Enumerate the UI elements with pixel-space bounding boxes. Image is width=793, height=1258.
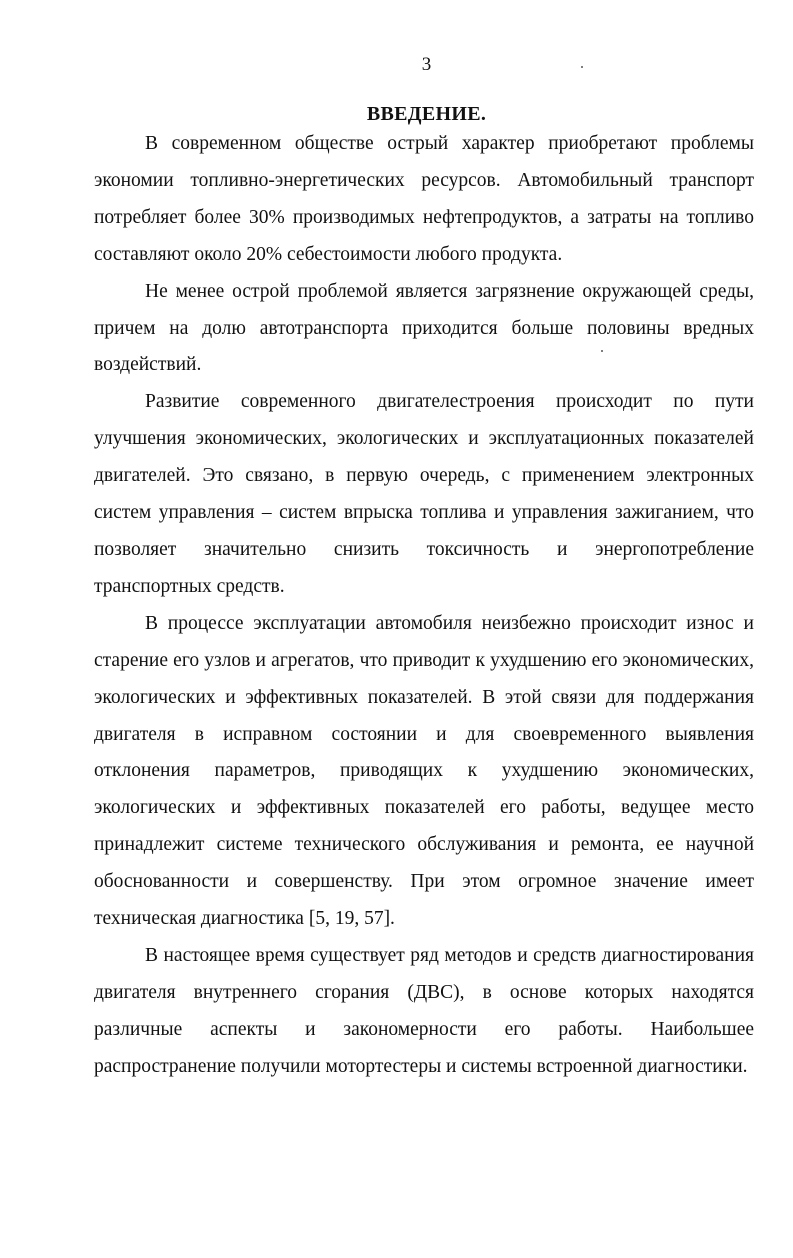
section-heading: ВВЕДЕНИЕ. <box>366 103 487 125</box>
page-number: 3 <box>421 54 432 75</box>
body-text <box>94 126 754 1086</box>
paragraph: В современном обществе острый характер приобретают проблемы экономии топливно-энергетических ресурсов. Автомобильный транспорт потребляет более 30% производимых нефтепродуктов, а затраты на топливо составляют около 20% себестоимости любого продукта. <box>94 133 754 265</box>
scan-speck <box>601 350 603 352</box>
paragraph: В настоящее время существует ряд методов и средств диагностирования двигателя внутреннего сгорания (ДВС), в основе которых находятся различные аспекты и закономерности его работы. Наибольшее распространение получили мотортестеры и системы встроенной диагностики. <box>94 944 754 1077</box>
scan-speck <box>581 66 583 68</box>
paragraph: В процессе эксплуатации автомобиля неизбежно происходит износ и старение его узлов и агрегатов, что приводит к ухудшению его экономических, экологических и эффективных показателей. В этой связи для поддержания двигателя в исправном состоянии и для своевременного выявления отклонения параметров, приводящих к ухудшению экономических, экологических и эффективных показателей его работы, ведущее место принадлежит системе технического обслуживания и ремонта, ее научной обоснованности и совершенству. При этом огромное значение имеет техническая диагностика [5, 19, 57]. <box>94 612 754 930</box>
paragraph: Не менее острой проблемой является загрязнение окружающей среды, причем на долю автотранспорта приходится больше половины вредных воздействий. <box>94 280 754 376</box>
paragraph: Развитие современного двигателестроения происходит по пути улучшения экономических, экологических и эксплуатационных показателей двигателей. Это связано, в первую очередь, с применением электронных систем управления – систем впрыска топлива и управления зажиганием, что позволяет значительно снизить токсичность и энергопотребление транспортных средств. <box>94 391 754 597</box>
